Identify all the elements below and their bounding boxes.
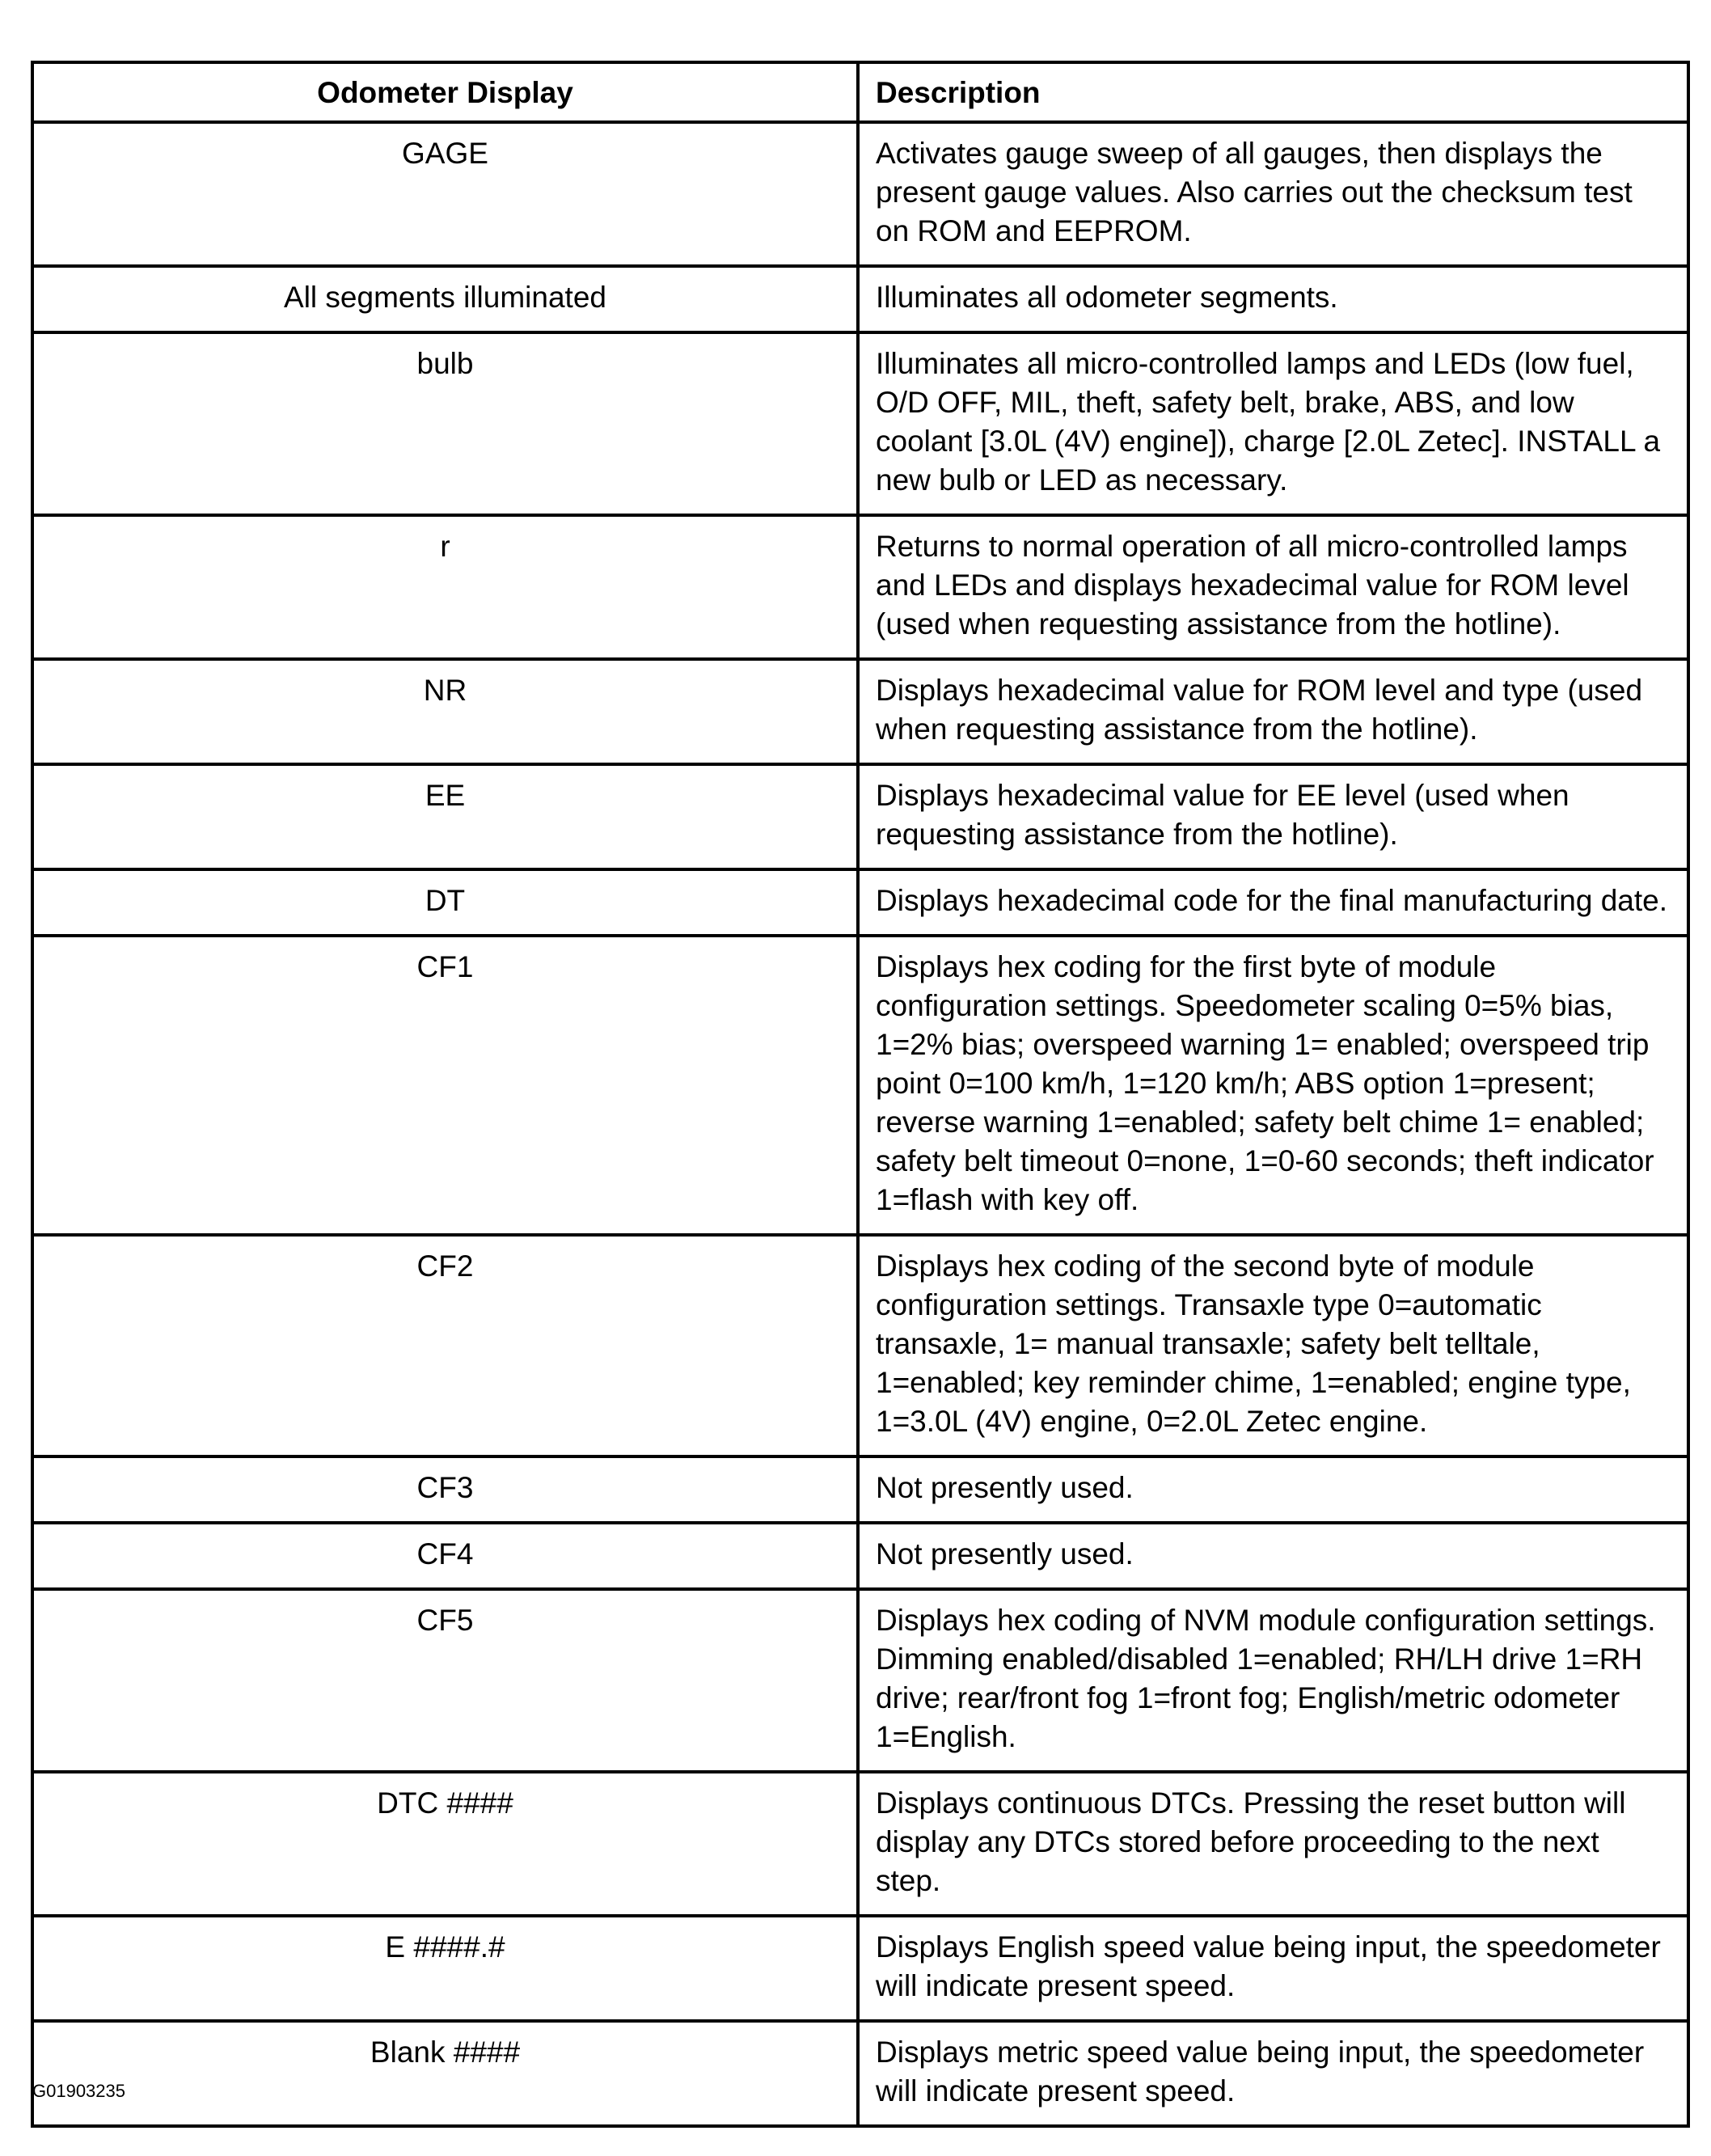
- odometer-display-cell: CF1: [32, 936, 858, 1235]
- table-body: [32, 122, 1688, 2126]
- table-row: [32, 2021, 1688, 2126]
- description-cell: Not presently used.: [858, 1456, 1688, 1523]
- header-description: Description: [858, 62, 1688, 122]
- description-cell: Illuminates all odometer segments.: [858, 266, 1688, 332]
- table-row: [32, 1523, 1688, 1589]
- table-row: [32, 659, 1688, 764]
- description-cell: Returns to normal operation of all micro-controlled lamps and LEDs and displays hexadecimal value for ROM level (used when requesting assistance from the hotline).: [858, 515, 1688, 659]
- description-cell: Displays hexadecimal code for the final manufacturing date.: [858, 869, 1688, 936]
- odometer-display-cell: All segments illuminated: [32, 266, 858, 332]
- description-cell: Displays English speed value being input, the speedometer will indicate present speed.: [858, 1916, 1688, 2021]
- table-row: [32, 764, 1688, 869]
- header-odometer-display: Odometer Display: [32, 62, 858, 122]
- table-row: [32, 1916, 1688, 2021]
- table-row: [32, 936, 1688, 1235]
- table-row: [32, 1589, 1688, 1772]
- odometer-display-cell: EE: [32, 764, 858, 869]
- odometer-display-cell: E ####.#: [32, 1916, 858, 2021]
- description-cell: Displays hex coding for the first byte of module configuration settings. Speedometer scaling 0=5% bias, 1=2% bias; overspeed warning 1= enabled; overspeed trip point 0=100 km/h, 1=120 km/h; ABS option 1=present; reverse warning 1=enabled; safety belt chime 1= enabled; safety belt timeout 0=none, 1=0-60 seconds; theft indicator 1=flash with key off.: [858, 936, 1688, 1235]
- odometer-display-cell: r: [32, 515, 858, 659]
- figure-id: G01903235: [32, 2081, 125, 2101]
- odometer-display-cell: CF2: [32, 1235, 858, 1456]
- odometer-display-cell: GAGE: [32, 122, 858, 266]
- table-row: [32, 515, 1688, 659]
- table-row: [32, 869, 1688, 936]
- table-row: [32, 1772, 1688, 1916]
- table-header-row: [32, 62, 1688, 122]
- odometer-display-cell: NR: [32, 659, 858, 764]
- odometer-display-cell: DT: [32, 869, 858, 936]
- description-cell: Not presently used.: [858, 1523, 1688, 1589]
- odometer-display-cell: Blank ####: [32, 2021, 858, 2126]
- odometer-display-table: [31, 61, 1690, 2128]
- table-row: [32, 332, 1688, 515]
- description-cell: Displays hexadecimal value for ROM level and type (used when requesting assistance from the hotline).: [858, 659, 1688, 764]
- description-cell: Illuminates all micro-controlled lamps and LEDs (low fuel, O/D OFF, MIL, theft, safety belt, brake, ABS, and low coolant [3.0L (4V) engine]), charge [2.0L Zetec]. INSTALL a new bulb or LED as necessary.: [858, 332, 1688, 515]
- description-cell: Displays metric speed value being input, the speedometer will indicate present speed.: [858, 2021, 1688, 2126]
- odometer-display-cell: bulb: [32, 332, 858, 515]
- description-cell: Displays hex coding of NVM module configuration settings. Dimming enabled/disabled 1=enabled; RH/LH drive 1=RH drive; rear/front fog 1=front fog; English/metric odometer 1=English.: [858, 1589, 1688, 1772]
- description-cell: Displays hexadecimal value for EE level (used when requesting assistance from the hotline).: [858, 764, 1688, 869]
- table-row: [32, 1456, 1688, 1523]
- description-cell: Displays hex coding of the second byte of module configuration settings. Transaxle type 0=automatic transaxle, 1= manual transaxle; safety belt telltale, 1=enabled; key reminder chime, 1=enabled; engine type, 1=3.0L (4V) engine, 0=2.0L Zetec engine.: [858, 1235, 1688, 1456]
- description-cell: Displays continuous DTCs. Pressing the reset button will display any DTCs stored before proceeding to the next step.: [858, 1772, 1688, 1916]
- odometer-display-cell: CF3: [32, 1456, 858, 1523]
- description-cell: Activates gauge sweep of all gauges, then displays the present gauge values. Also carries out the checksum test on ROM and EEPROM.: [858, 122, 1688, 266]
- table-row: [32, 1235, 1688, 1456]
- table-row: [32, 266, 1688, 332]
- table-row: [32, 122, 1688, 266]
- odometer-display-cell: DTC ####: [32, 1772, 858, 1916]
- odometer-display-cell: CF4: [32, 1523, 858, 1589]
- odometer-display-cell: CF5: [32, 1589, 858, 1772]
